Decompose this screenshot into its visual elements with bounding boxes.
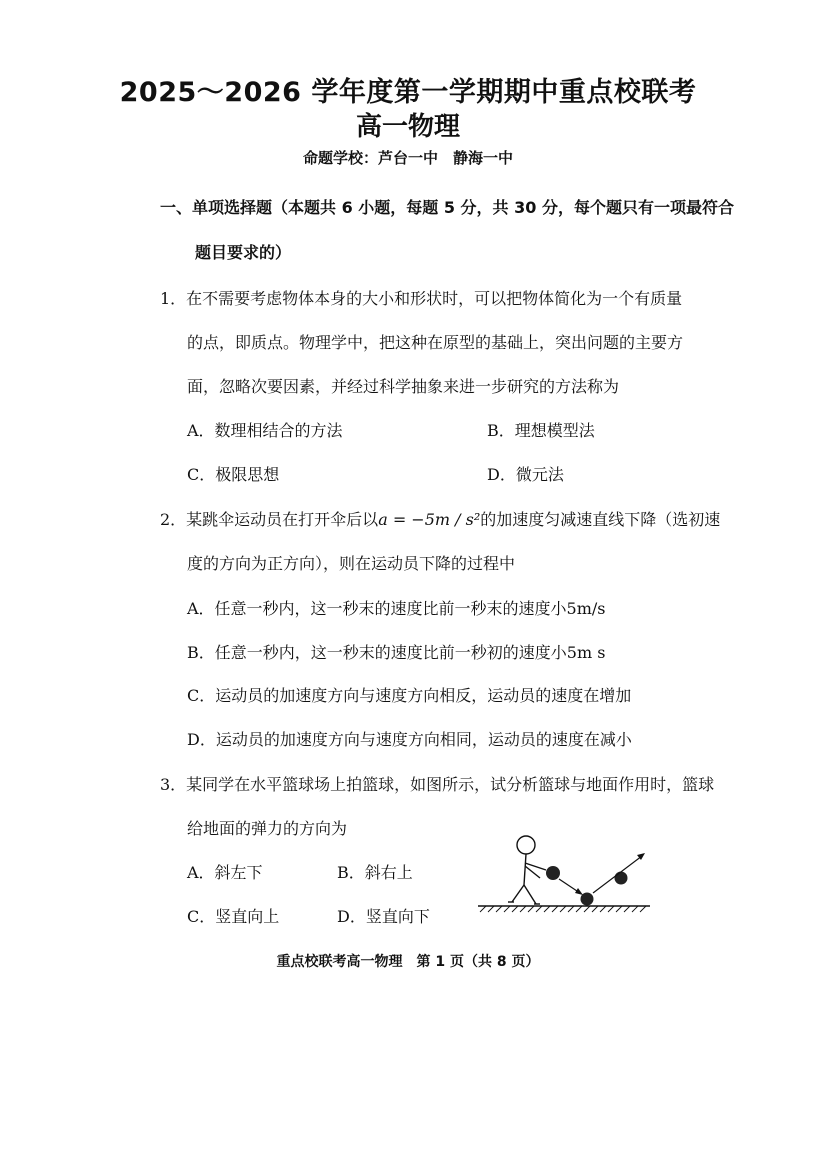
q2-option-a: A．任意一秒内，这一秒末的速度比前一秒末的速度小5m/s — [187, 599, 606, 618]
exam-title: 2025～2026 学年度第一学期期中重点校联考 — [119, 77, 697, 108]
q3-line2: 给地面的弹力的方向为 — [187, 819, 348, 838]
q1-line3: 面，忽略次要因素，并经过科学抽象来进一步研究的方法称为 — [187, 377, 620, 396]
q2-option-c: C．运动员的加速度方向与速度方向相反，运动员的速度在增加 — [187, 686, 632, 705]
q2-line1-post: 的加速度匀减速直线下降（选初速 — [480, 510, 721, 529]
q2-line1 — [160, 507, 720, 530]
student-figure — [508, 836, 546, 904]
ground-line — [478, 906, 650, 912]
section-heading-line1: 一、单项选择题（本题共 6 小题，每题 5 分，共 30 分，每个题只有一项最符合 — [160, 198, 734, 217]
q1-option-a: A．数理相结合的方法 — [187, 421, 343, 440]
q3-option-b: B．斜右上 — [337, 863, 413, 882]
q3-option-c: C．竖直向上 — [187, 907, 280, 926]
q2-line1-pre: 2．某跳伞运动员在打开伞后以 — [160, 510, 379, 529]
setter-schools: 命题学校：芦台一中 静海一中 — [302, 149, 513, 167]
subject-title: 高一物理 — [355, 112, 460, 142]
q3-line1: 3．某同学在水平篮球场上拍篮球，如图所示，试分析篮球与地面作用时，篮球 — [160, 775, 715, 794]
page-footer: 重点校联考高一物理 第 1 页（共 8 页） — [276, 954, 540, 970]
q1-option-d: D．微元法 — [487, 465, 564, 484]
ball-rebound — [615, 872, 628, 885]
q1-line1: 1．在不需要考虑物体本身的大小和形状时，可以把物体简化为一个有质量 — [160, 289, 683, 308]
section-heading-line2: 题目要求的） — [195, 243, 292, 262]
q2-option-d: D．运动员的加速度方向与速度方向相同，运动员的速度在减小 — [187, 730, 632, 749]
q1-line2: 的点，即质点。物理学中，把这种在原型的基础上，突出问题的主要方 — [187, 333, 684, 352]
basketball-bounce-figure — [474, 830, 654, 916]
q1-option-c: C．极限思想 — [187, 465, 280, 484]
q2-option-b: B．任意一秒内，这一秒末的速度比前一秒初的速度小5m s — [187, 643, 606, 662]
q3-option-a: A．斜左下 — [187, 863, 263, 882]
ball-in-hand — [546, 866, 560, 880]
q2-line2: 度的方向为正方向），则在运动员下降的过程中 — [187, 554, 516, 573]
trajectory-arrows — [559, 853, 645, 895]
q1-option-b: B．理想模型法 — [487, 421, 595, 440]
basketball-balls — [546, 866, 628, 906]
q3-option-d: D．竖直向下 — [337, 907, 430, 926]
q2-acceleration-formula: a = −5m / s² — [378, 510, 481, 529]
